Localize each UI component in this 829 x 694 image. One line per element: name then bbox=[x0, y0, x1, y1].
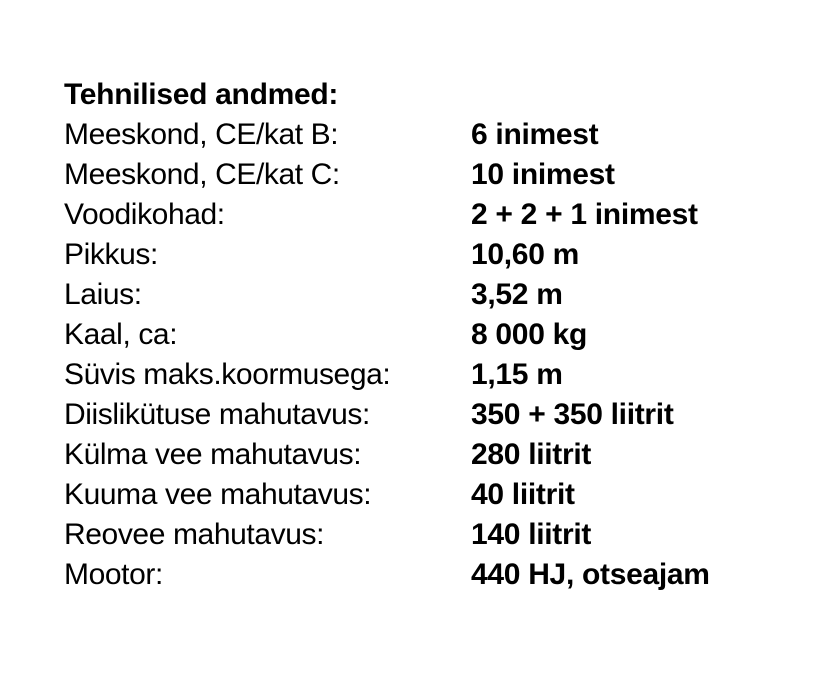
spec-label: Meeskond, CE/kat B: bbox=[64, 118, 339, 151]
spec-row-weight bbox=[64, 315, 804, 355]
spec-label: Mootor: bbox=[64, 558, 163, 591]
spec-row-length bbox=[64, 235, 804, 275]
spec-label: Süvis maks.koormusega: bbox=[64, 358, 391, 391]
spec-value: 280 liitrit bbox=[471, 438, 592, 471]
spec-row-berths bbox=[64, 195, 804, 235]
spec-value: 140 liitrit bbox=[471, 518, 592, 551]
spec-row-beam bbox=[64, 275, 804, 315]
spec-title: Tehnilised andmed: bbox=[64, 78, 339, 111]
spec-label: Kaal, ca: bbox=[64, 318, 178, 351]
spec-sheet bbox=[64, 75, 804, 595]
spec-value: 10,60 m bbox=[471, 238, 579, 271]
spec-value: 2 + 2 + 1 inimest bbox=[471, 198, 698, 231]
spec-label: Laius: bbox=[64, 278, 142, 311]
spec-row-waste-water bbox=[64, 515, 804, 555]
spec-row-crew-b bbox=[64, 115, 804, 155]
spec-row-cold-water bbox=[64, 435, 804, 475]
spec-value: 8 000 kg bbox=[471, 318, 588, 351]
spec-row-draft bbox=[64, 355, 804, 395]
spec-label: Reovee mahutavus: bbox=[64, 518, 325, 551]
spec-value: 10 inimest bbox=[471, 158, 615, 191]
spec-value: 40 liitrit bbox=[471, 478, 575, 511]
spec-value: 3,52 m bbox=[471, 278, 563, 311]
spec-label: Pikkus: bbox=[64, 238, 158, 271]
spec-value: 1,15 m bbox=[471, 358, 563, 391]
spec-label: Diislikütuse mahutavus: bbox=[64, 398, 370, 431]
spec-value: 350 + 350 liitrit bbox=[471, 398, 674, 431]
spec-row-engine bbox=[64, 555, 804, 595]
spec-row-crew-c bbox=[64, 155, 804, 195]
spec-label: Külma vee mahutavus: bbox=[64, 438, 362, 471]
spec-value: 440 HJ, otseajam bbox=[471, 558, 710, 591]
spec-label: Voodikohad: bbox=[64, 198, 225, 231]
spec-row-hot-water bbox=[64, 475, 804, 515]
spec-value: 6 inimest bbox=[471, 118, 599, 151]
spec-row-diesel bbox=[64, 395, 804, 435]
spec-label: Kuuma vee mahutavus: bbox=[64, 478, 372, 511]
spec-label: Meeskond, CE/kat C: bbox=[64, 158, 340, 191]
